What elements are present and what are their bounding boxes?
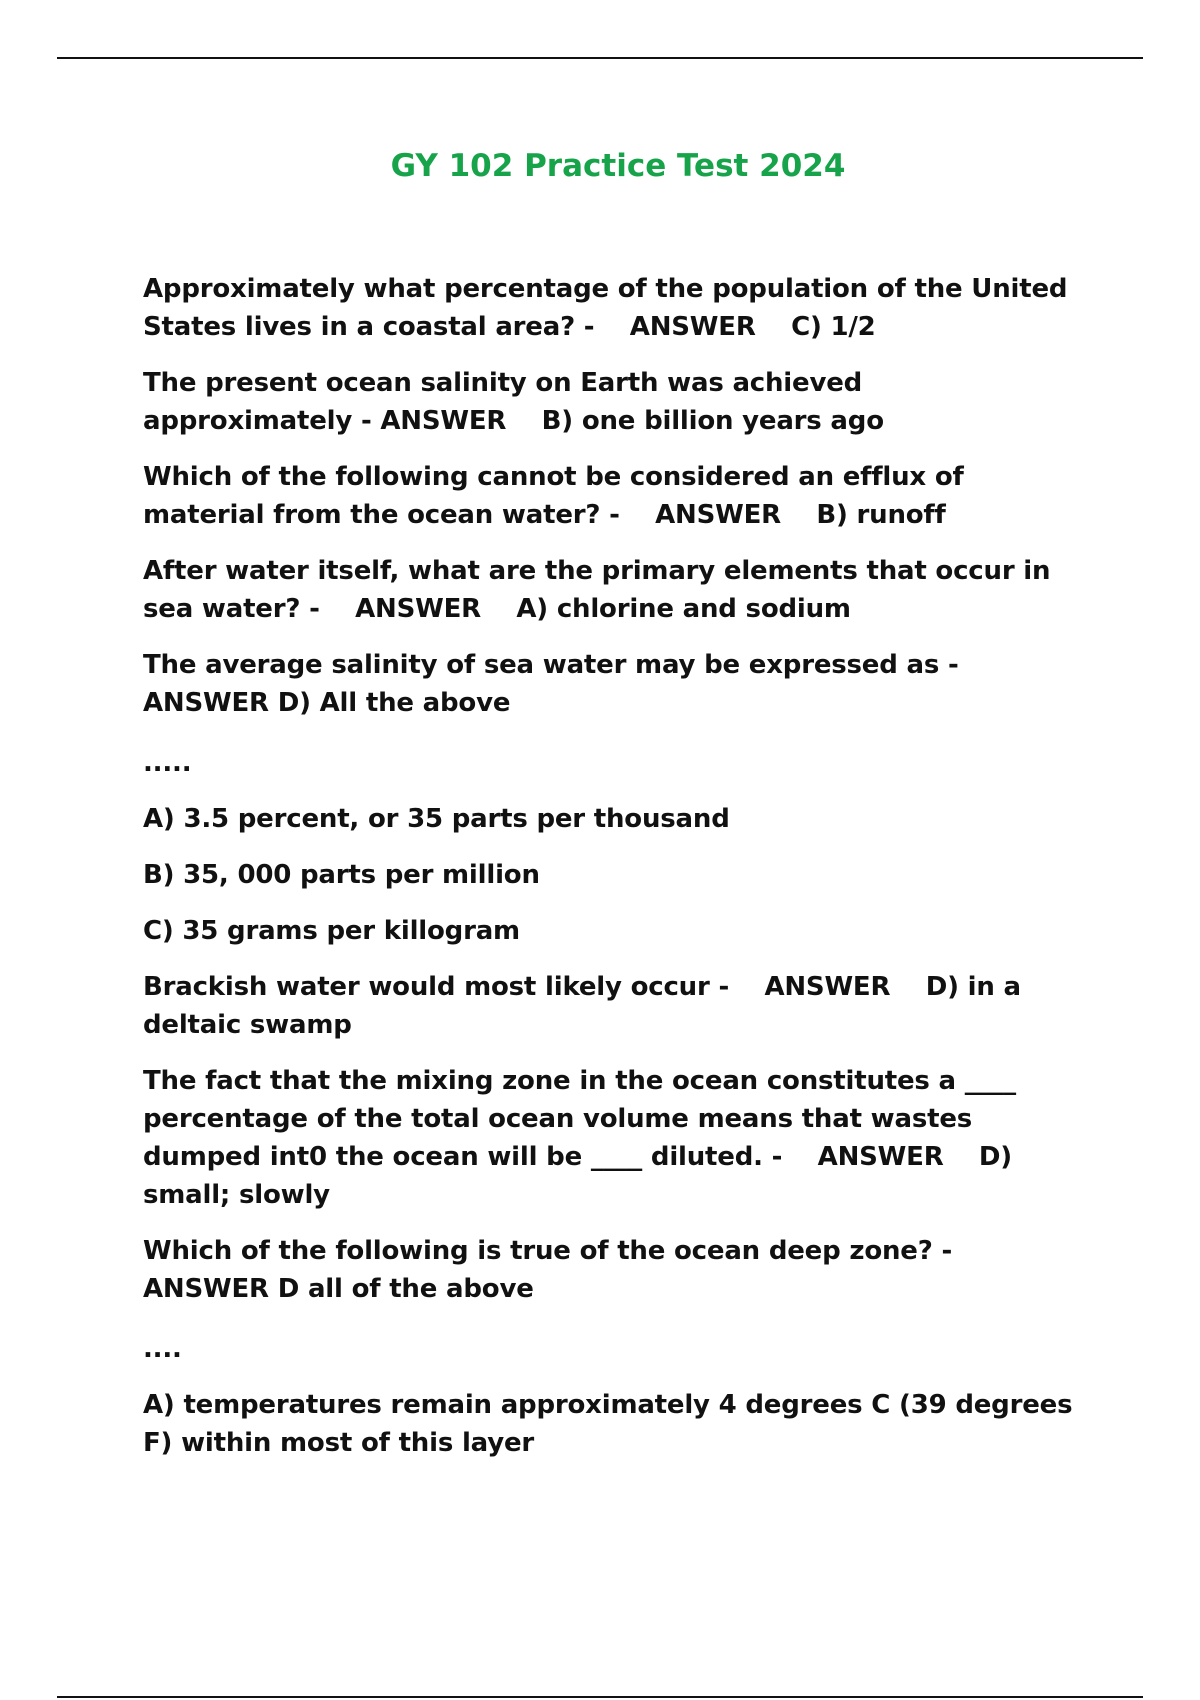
question-mixing-zone: The fact that the mixing zone in the ocean constitutes a ____ percentage of the total ocean volume means that wastes dumped int0 the ocean will be ____ diluted. - ANSWER D) small; slowly [143, 1066, 1025, 1210]
question-ocean-salinity-age: The present ocean salinity on Earth was achieved approximately - ANSWER B) one billion years ago [143, 368, 884, 436]
ellipsis-line: ..... [143, 748, 192, 778]
option-line: A) temperatures remain approximately 4 degrees C (39 degrees F) within most of this layer [143, 1390, 1082, 1458]
option-line: B) 35, 000 parts per million [143, 860, 540, 890]
option-line: A) 3.5 percent, or 35 parts per thousand [143, 804, 730, 834]
question-deep-zone: Which of the following is true of the ocean deep zone? - ANSWER D all of the above [143, 1236, 988, 1304]
top-rule [57, 57, 1143, 59]
question-coastal-population: Approximately what percentage of the population of the United States lives in a coastal area? - ANSWER C) 1/2 [143, 274, 1077, 342]
question-sea-water-elements: After water itself, what are the primary elements that occur in sea water? - ANSWER A) chlorine and sodium [143, 556, 1060, 624]
question-efflux: Which of the following cannot be considered an efflux of material from the ocean water? - ANSWER B) runoff [143, 462, 973, 530]
option-line: C) 35 grams per killogram [143, 916, 520, 946]
page-title: GY 102 Practice Test 2024 [390, 148, 846, 184]
ellipsis-line: .... [143, 1334, 182, 1364]
document-body [143, 270, 1082, 1462]
question-brackish-water: Brackish water would most likely occur - ANSWER D) in a deltaic swamp [143, 972, 1030, 1040]
bottom-rule [57, 1696, 1143, 1698]
question-average-salinity: The average salinity of sea water may be expressed as - ANSWER D) All the above [143, 650, 994, 718]
